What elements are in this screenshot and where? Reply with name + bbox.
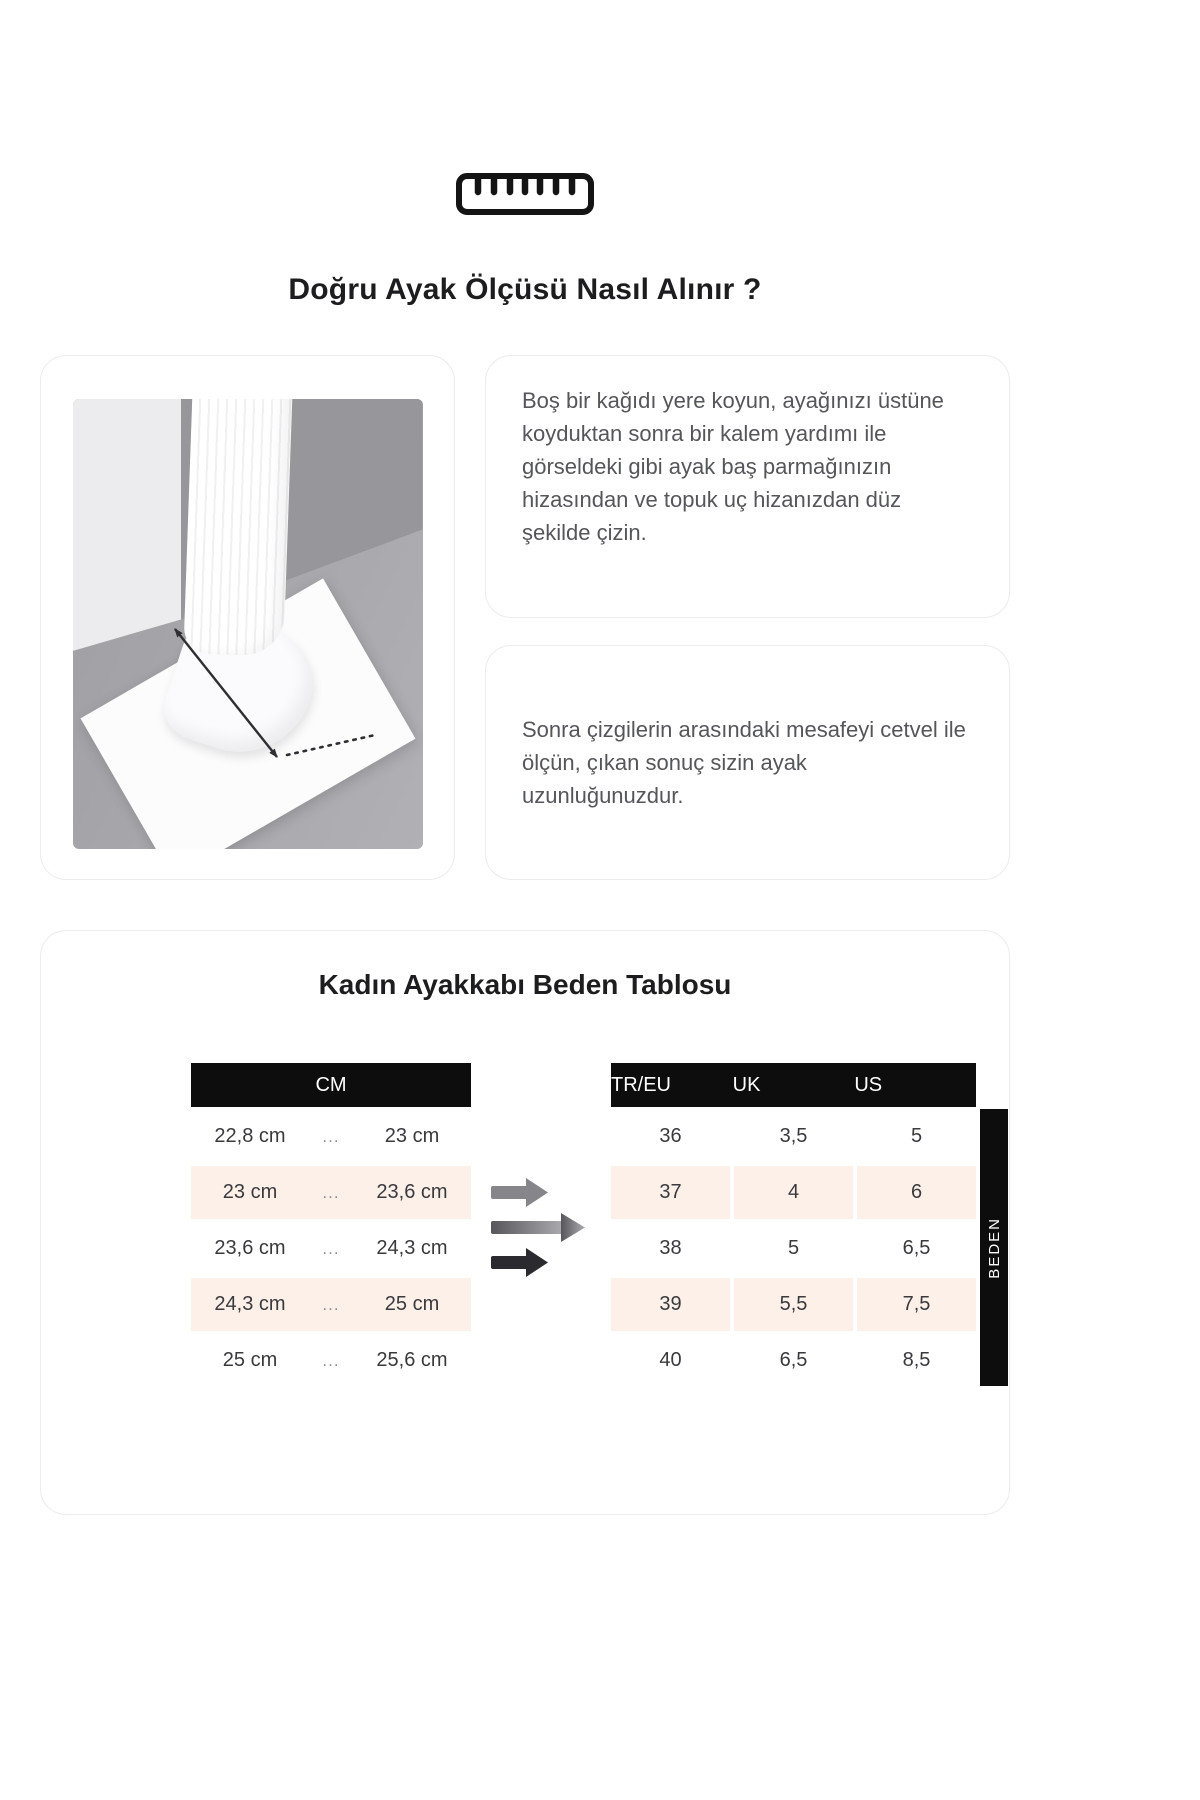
size-cell: 6 [857, 1166, 976, 1219]
cm-to: 23 cm [384, 1125, 440, 1147]
size-cell: 5 [910, 1125, 923, 1147]
size-cell: 39 [611, 1278, 730, 1331]
size-table-header-row [611, 1063, 976, 1107]
cm-table-header: CM [191, 1063, 471, 1107]
size-cell: 37 [611, 1166, 730, 1219]
col-header-uk: UK [732, 1073, 761, 1096]
page-title: Doğru Ayak Ölçüsü Nasıl Alınır ? [288, 273, 762, 306]
cm-from: 24,3 cm [214, 1293, 286, 1315]
instruction-step-2 [485, 645, 1010, 880]
cm-row [191, 1110, 471, 1163]
size-cell: 4 [734, 1166, 853, 1219]
instruction-step-1 [485, 355, 1010, 618]
size-cell: 7,5 [857, 1278, 976, 1331]
range-dots: ... [322, 1126, 340, 1146]
size-conversion-table [611, 1063, 976, 1387]
foot-measurement-photo [73, 399, 423, 849]
size-cell: 40 [659, 1349, 682, 1371]
cm-row [191, 1278, 471, 1331]
size-cell: 38 [659, 1237, 682, 1259]
cm-table [191, 1063, 471, 1387]
range-dots: ... [322, 1182, 340, 1202]
size-row [611, 1110, 976, 1163]
range-dots: ... [322, 1350, 340, 1370]
range-dots: ... [322, 1238, 340, 1258]
size-cell: 5 [787, 1237, 800, 1259]
size-row [611, 1166, 976, 1219]
size-cell: 5,5 [734, 1278, 853, 1331]
measure-arrow-icon [73, 399, 423, 849]
cm-row [191, 1334, 471, 1387]
size-cell: 3,5 [779, 1125, 808, 1147]
size-row [611, 1334, 976, 1387]
cm-to: 25,6 cm [376, 1349, 448, 1371]
foot-photo-card [40, 355, 455, 880]
ruler-icon [455, 172, 595, 221]
range-dots: ... [322, 1294, 340, 1314]
size-chart-card [40, 930, 1010, 1515]
size-cell: 6,5 [902, 1237, 931, 1259]
size-cell: 8,5 [902, 1349, 931, 1371]
beden-side-label [980, 1109, 1008, 1386]
cm-from: 23 cm [222, 1181, 278, 1203]
content-column [40, 0, 1010, 1515]
size-row [611, 1222, 976, 1275]
col-header-us: US [854, 1073, 883, 1096]
size-cell: 36 [659, 1125, 682, 1147]
cm-to: 24,3 cm [376, 1237, 448, 1259]
col-header-tr-eu: TR/EU [611, 1073, 671, 1096]
cm-row [191, 1222, 471, 1275]
step-1-text: Boş bir kağıdı yere koyun, ayağınızı üstüne koyduktan sonra bir kalem yardımı ile görseldeki gibi ayak baş parmağınızın hizasından ve topuk uç hizanızdan düz şekilde çizin. [522, 388, 944, 545]
size-row [611, 1278, 976, 1331]
instruction-steps [485, 355, 1010, 880]
size-cell: 6,5 [779, 1349, 808, 1371]
cm-from: 23,6 cm [214, 1237, 286, 1259]
size-chart-tables [41, 1063, 1009, 1387]
transfer-arrows-icon [491, 1177, 591, 1284]
cm-to: 23,6 cm [376, 1181, 448, 1203]
beden-text: BEDEN [985, 1216, 1003, 1279]
how-to-section [40, 355, 1010, 880]
size-chart-title: Kadın Ayakkabı Beden Tablosu [318, 969, 732, 1000]
cm-to: 25 cm [384, 1293, 440, 1315]
cm-from: 25 cm [222, 1349, 278, 1371]
cm-row [191, 1166, 471, 1219]
header [40, 172, 1010, 307]
step-2-text: Sonra çizgilerin arasındaki mesafeyi cetvel ile ölçün, çıkan sonuç sizin ayak uzunluğunuzdur. [522, 717, 966, 808]
cm-from: 22,8 cm [214, 1125, 286, 1147]
